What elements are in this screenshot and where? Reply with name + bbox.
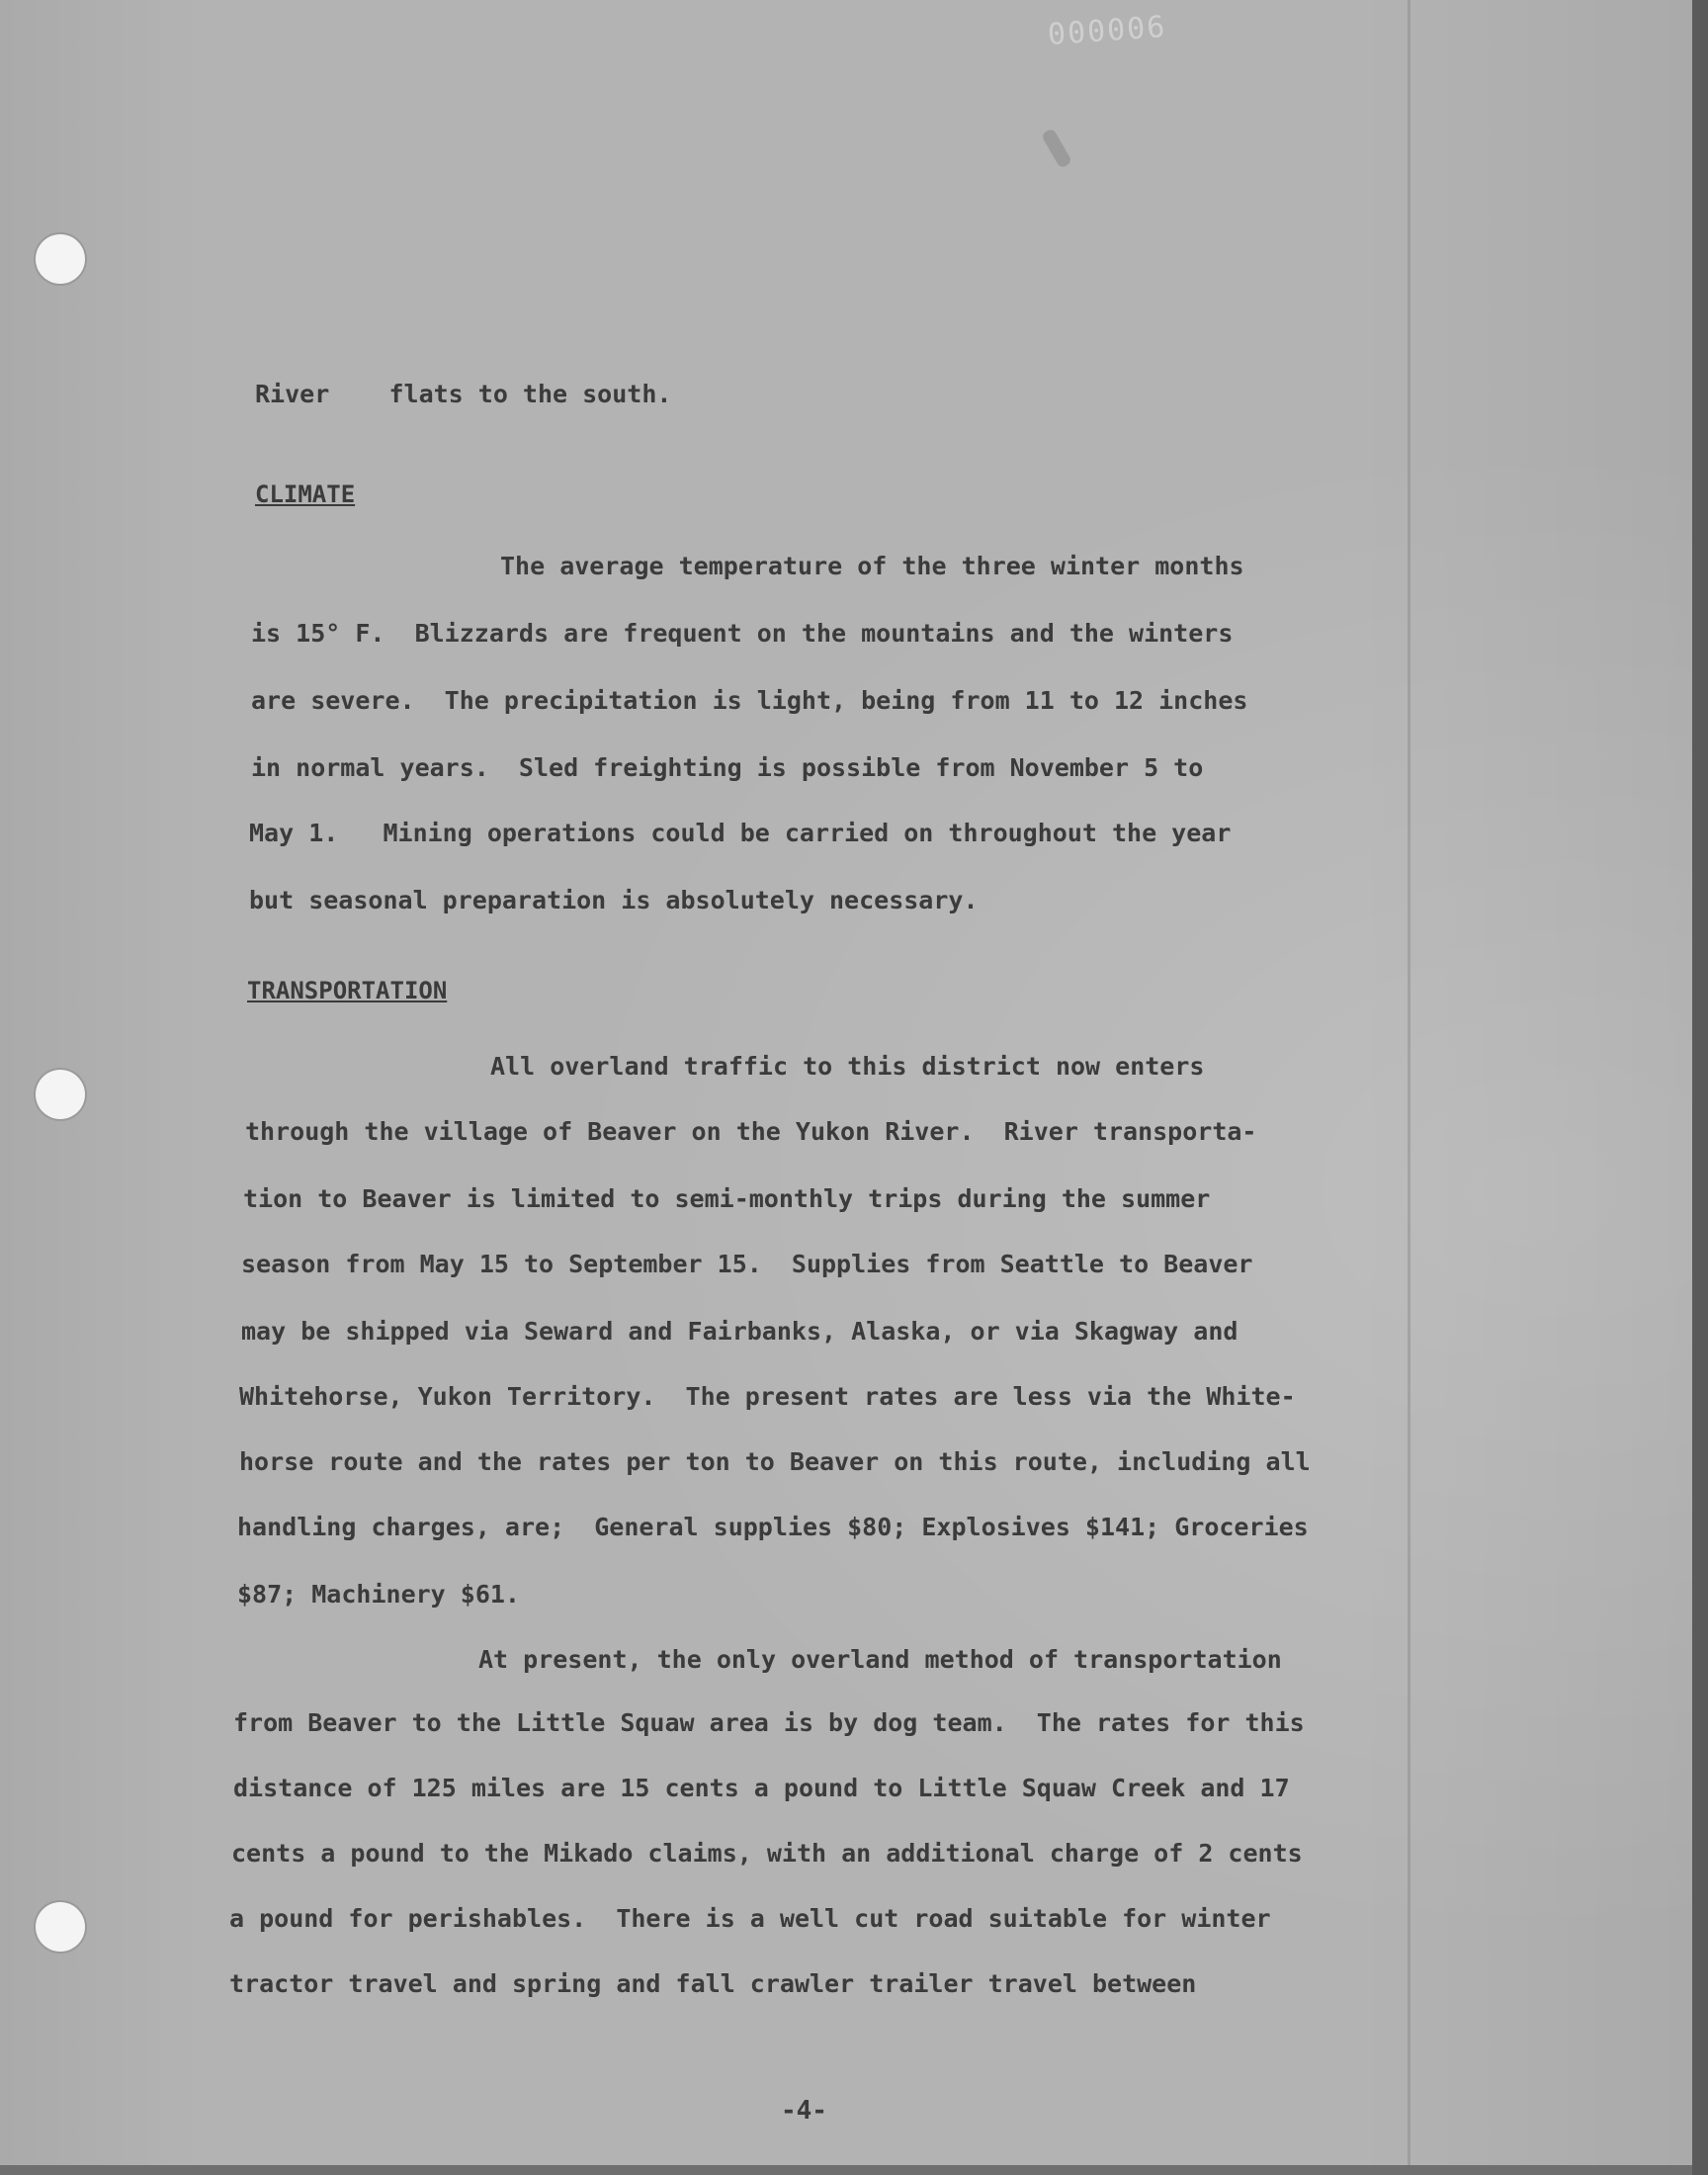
page-fold-line <box>1408 0 1410 2165</box>
text-line: $87; Machinery $61. <box>237 1580 520 1609</box>
text-line: distance of 125 miles are 15 cents a pound to Little Squaw Creek and 17 <box>233 1774 1290 1802</box>
text-line: All overland traffic to this district now enters <box>490 1052 1205 1081</box>
text-line: is 15° F. Blizzards are frequent on the mountains and the winters <box>251 619 1234 648</box>
text-line: a pound for perishables. There is a well cut road suitable for winter <box>229 1904 1271 1933</box>
text-line: through the village of Beaver on the Yukon River. River transporta- <box>245 1117 1257 1146</box>
text-line: may be shipped via Seward and Fairbanks, Alaska, or via Skagway and <box>241 1317 1238 1346</box>
text-line: tractor travel and spring and fall crawler trailer travel between <box>229 1969 1197 1998</box>
text-line: May 1. Mining operations could be carried on throughout the year <box>249 819 1232 847</box>
text-line: tion to Beaver is limited to semi-monthly trips during the summer <box>243 1184 1211 1213</box>
text-line: The average temperature of the three winter months <box>500 552 1244 580</box>
document-number-stamp: 000006 <box>1046 9 1168 53</box>
text-line: but seasonal preparation is absolutely necessary. <box>249 886 979 914</box>
page-number: -4- <box>781 2096 827 2126</box>
ink-smudge <box>1041 128 1072 169</box>
text-line: horse route and the rates per ton to Beaver on this route, including all <box>239 1447 1311 1476</box>
binder-hole-bottom <box>36 1902 85 1952</box>
text-line: from Beaver to the Little Squaw area is by dog team. The rates for this <box>233 1708 1305 1737</box>
text-line: season from May 15 to September 15. Supplies from Seattle to Beaver <box>241 1250 1253 1278</box>
text-line: are severe. The precipitation is light, being from 11 to 12 inches <box>251 686 1248 715</box>
text-line: in normal years. Sled freighting is possible from November 5 to <box>251 753 1204 782</box>
binder-hole-top <box>36 234 85 284</box>
text-line: At present, the only overland method of transportation <box>478 1645 1282 1674</box>
text-line: Whitehorse, Yukon Territory. The present rates are less via the White- <box>239 1382 1296 1411</box>
text-line: River flats to the south. <box>255 380 672 408</box>
section-heading-transportation: TRANSPORTATION <box>247 977 448 1004</box>
section-heading-climate: CLIMATE <box>255 480 356 508</box>
text-line: cents a pound to the Mikado claims, with an additional charge of 2 cents <box>231 1839 1303 1868</box>
scan-edge-shadow <box>1692 0 1708 2175</box>
binder-hole-middle <box>36 1070 85 1119</box>
text-line: handling charges, are; General supplies $80; Explosives $141; Groceries <box>237 1513 1309 1541</box>
